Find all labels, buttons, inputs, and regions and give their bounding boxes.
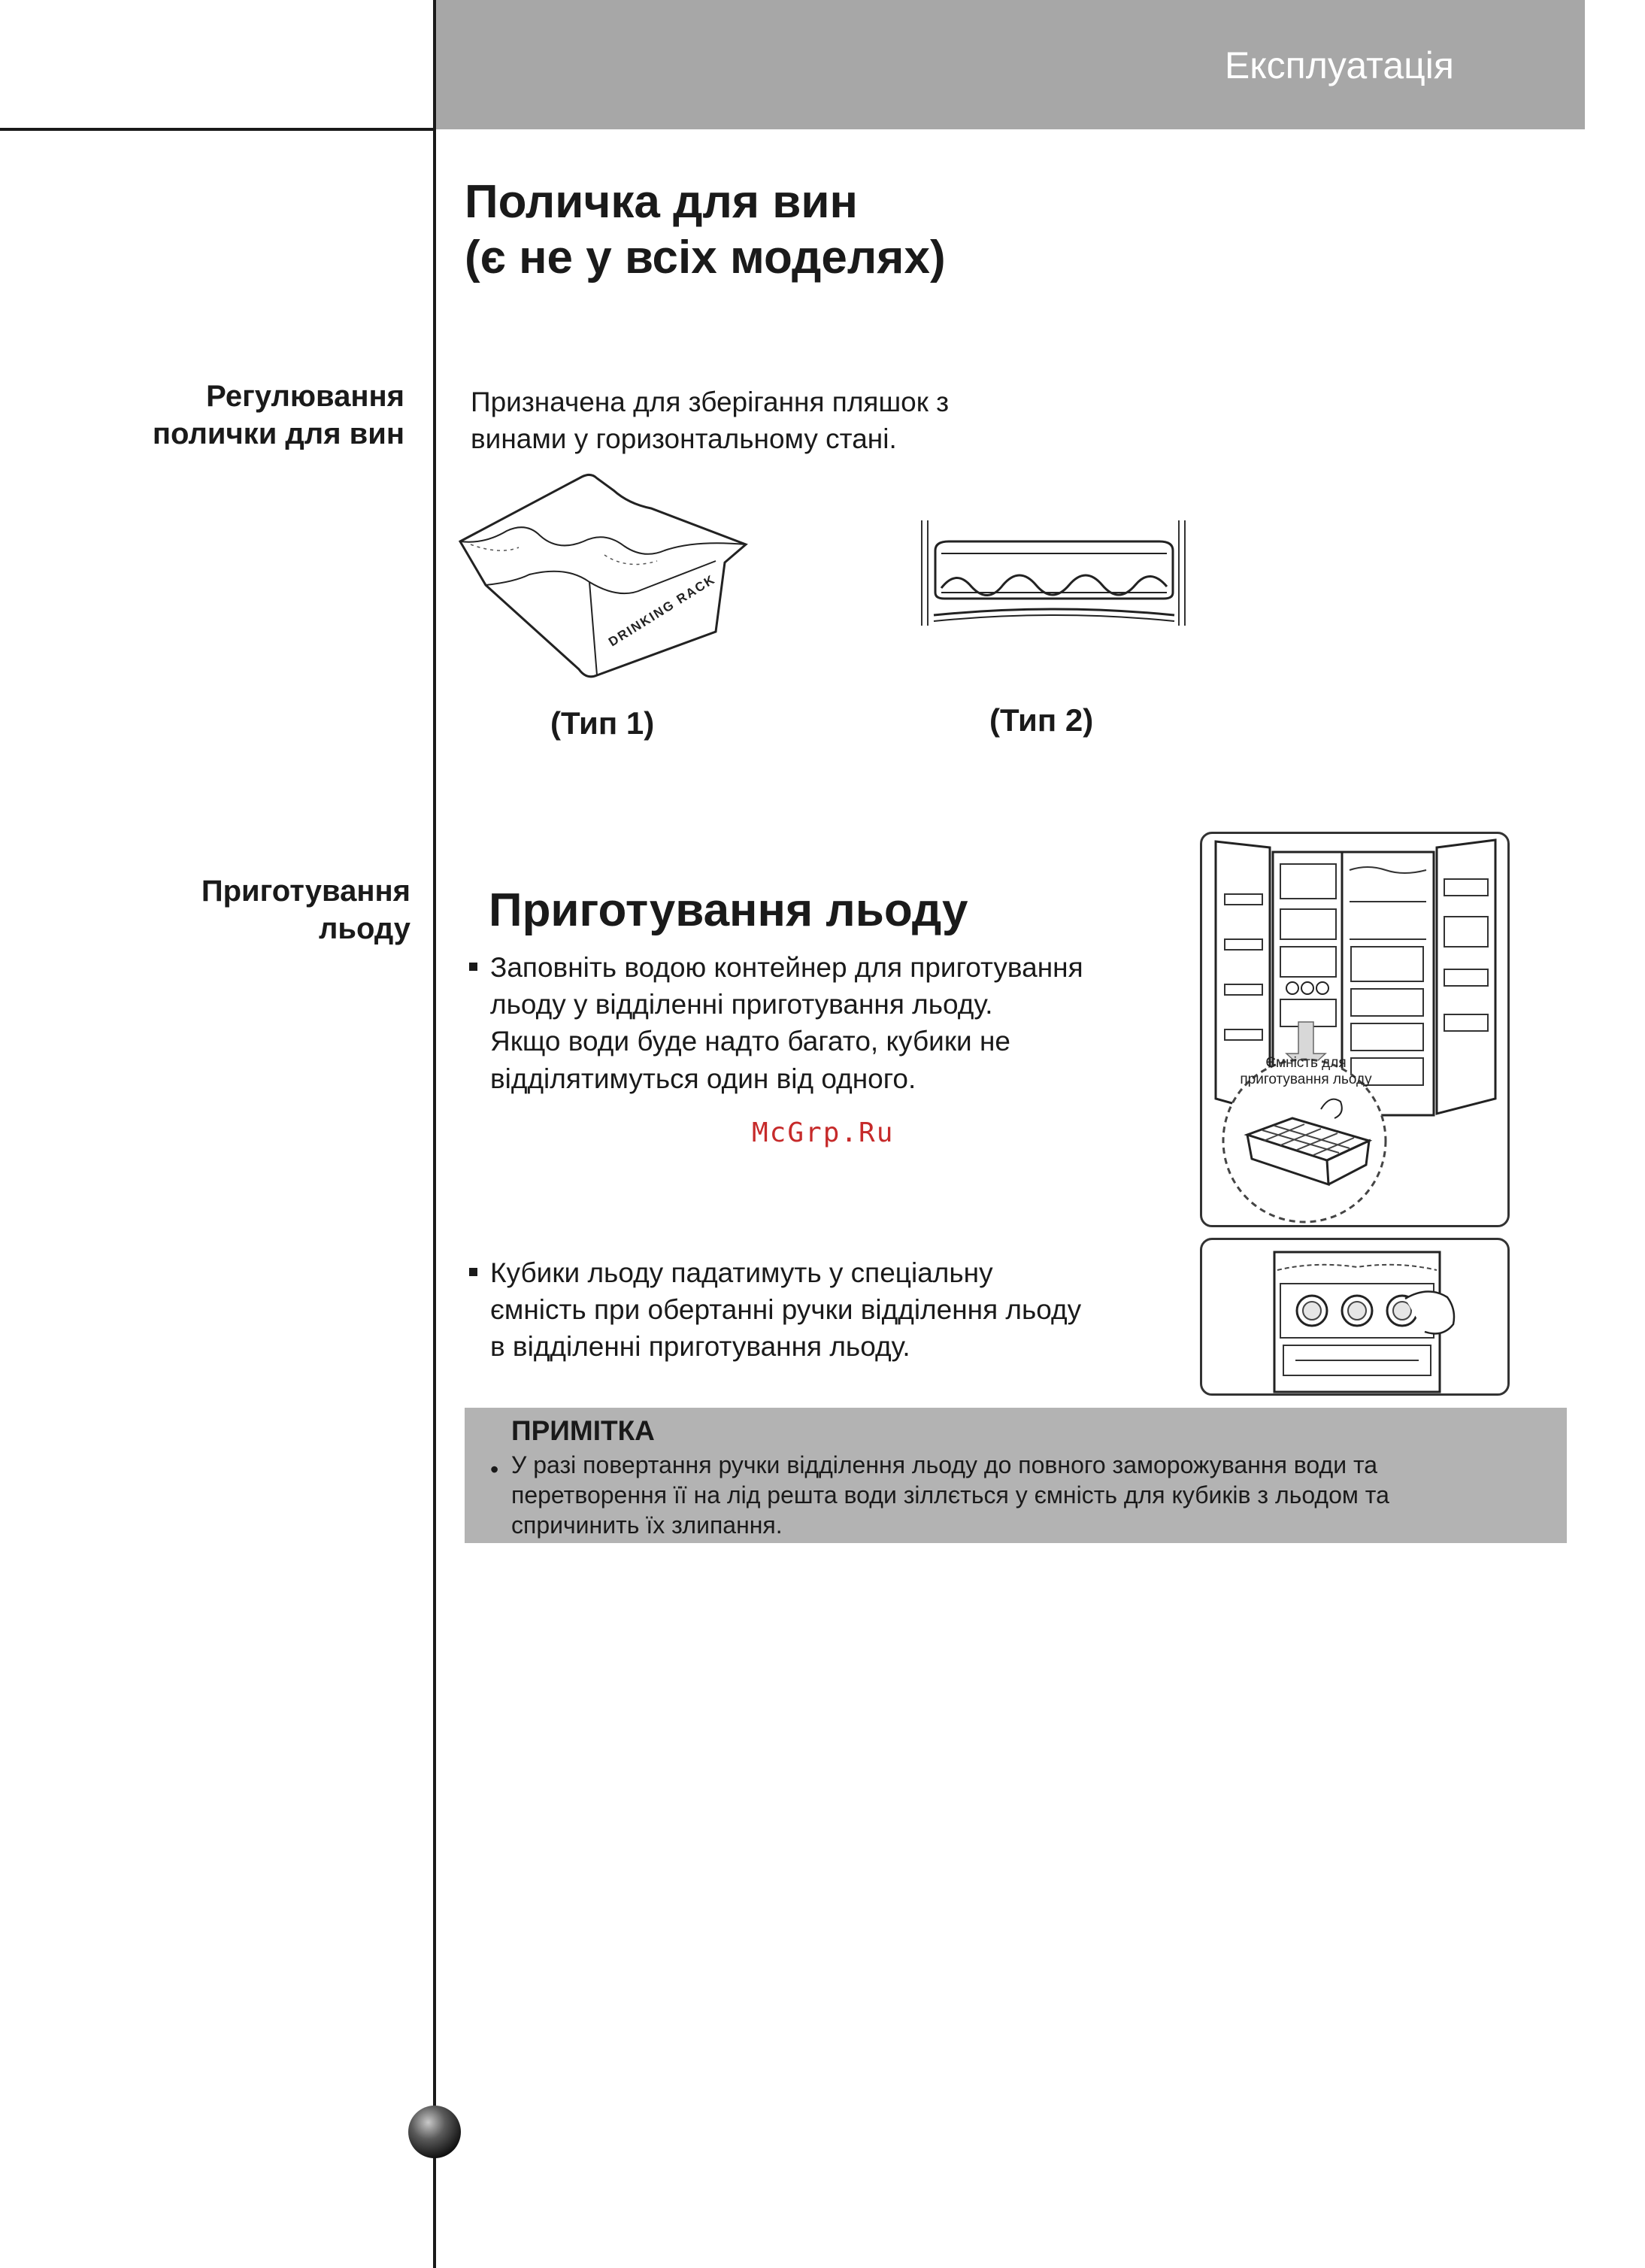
ice-bullet2-line: в відділенні приготування льоду. xyxy=(490,1331,910,1363)
wine-rack-type1-illustration xyxy=(454,472,770,683)
ice-bullet1-line: льоду у відділенні приготування льоду. xyxy=(490,989,993,1020)
ice-bullet2-line: Кубики льоду падатимуть у спеціальну xyxy=(490,1257,993,1288)
wine-label-line2: полички для вин xyxy=(152,417,404,450)
wine-desc-line2: винами у горизонтальному стані. xyxy=(471,423,897,455)
note-title: ПРИМІТКА xyxy=(511,1415,655,1446)
watermark: McGrp.Ru xyxy=(752,1117,895,1148)
type2-caption: (Тип 2) xyxy=(989,702,1094,738)
type1-caption: (Тип 1) xyxy=(550,705,655,741)
ice-bullet1-line: Заповніть водою контейнер для приготування xyxy=(490,952,1083,983)
note-bullet-icon: • xyxy=(490,1456,499,1483)
ice-section-label xyxy=(201,872,410,948)
ice-bullet-2 xyxy=(469,1254,1146,1366)
bullet-square-icon xyxy=(469,963,477,971)
wine-description xyxy=(471,384,949,457)
bullet-square-icon xyxy=(469,1268,477,1276)
wine-rack-type2-illustration xyxy=(919,520,1189,626)
wine-label-line1: Регулювання xyxy=(206,380,404,413)
page-title-line2: (є не у всіх моделях) xyxy=(465,232,946,284)
fridge-illustration xyxy=(1202,834,1507,1225)
ice-maker-figure xyxy=(1200,1238,1510,1396)
note-line: У разі повертання ручки відділення льоду до повного заморожування води та xyxy=(511,1451,1378,1478)
page-marker-icon xyxy=(408,2106,461,2158)
fridge-figure xyxy=(1200,832,1510,1227)
drinking-rack-label: DRINKING RACK xyxy=(606,572,719,650)
page-title xyxy=(465,174,946,287)
ice-bullet1-line: Якщо води буде надто багато, кубики не xyxy=(490,1026,1010,1057)
ice-label-line1: Приготування xyxy=(201,875,410,908)
horizontal-divider xyxy=(0,128,436,131)
vertical-divider xyxy=(433,0,436,2268)
ice-label-line2: льоду xyxy=(318,912,410,945)
note-text xyxy=(511,1450,1549,1540)
figure-callout-line2: приготування льоду xyxy=(1240,1072,1372,1087)
ice-bullet1-line: відділятимуться один від одного. xyxy=(490,1063,916,1094)
header-title: Експлуатація xyxy=(1224,44,1454,86)
note-line: спричинить їх злипання. xyxy=(511,1511,783,1539)
note-line: перетворення її на лід решта води зіллється у ємність для кубиків з льодом та xyxy=(511,1481,1389,1508)
ice-bullet2-line: ємність при обертанні ручки відділення льоду xyxy=(490,1294,1082,1326)
ice-maker-knobs-illustration xyxy=(1202,1240,1507,1393)
ice-section-title: Приготування льоду xyxy=(489,884,968,936)
figure-callout-line1: Ємність для xyxy=(1265,1055,1347,1071)
wine-section-label xyxy=(153,377,404,453)
ice-bullet-1 xyxy=(469,949,1146,1097)
page-title-line1: Поличка для вин xyxy=(465,176,858,228)
wine-desc-line1: Призначена для зберігання пляшок з xyxy=(471,387,950,417)
